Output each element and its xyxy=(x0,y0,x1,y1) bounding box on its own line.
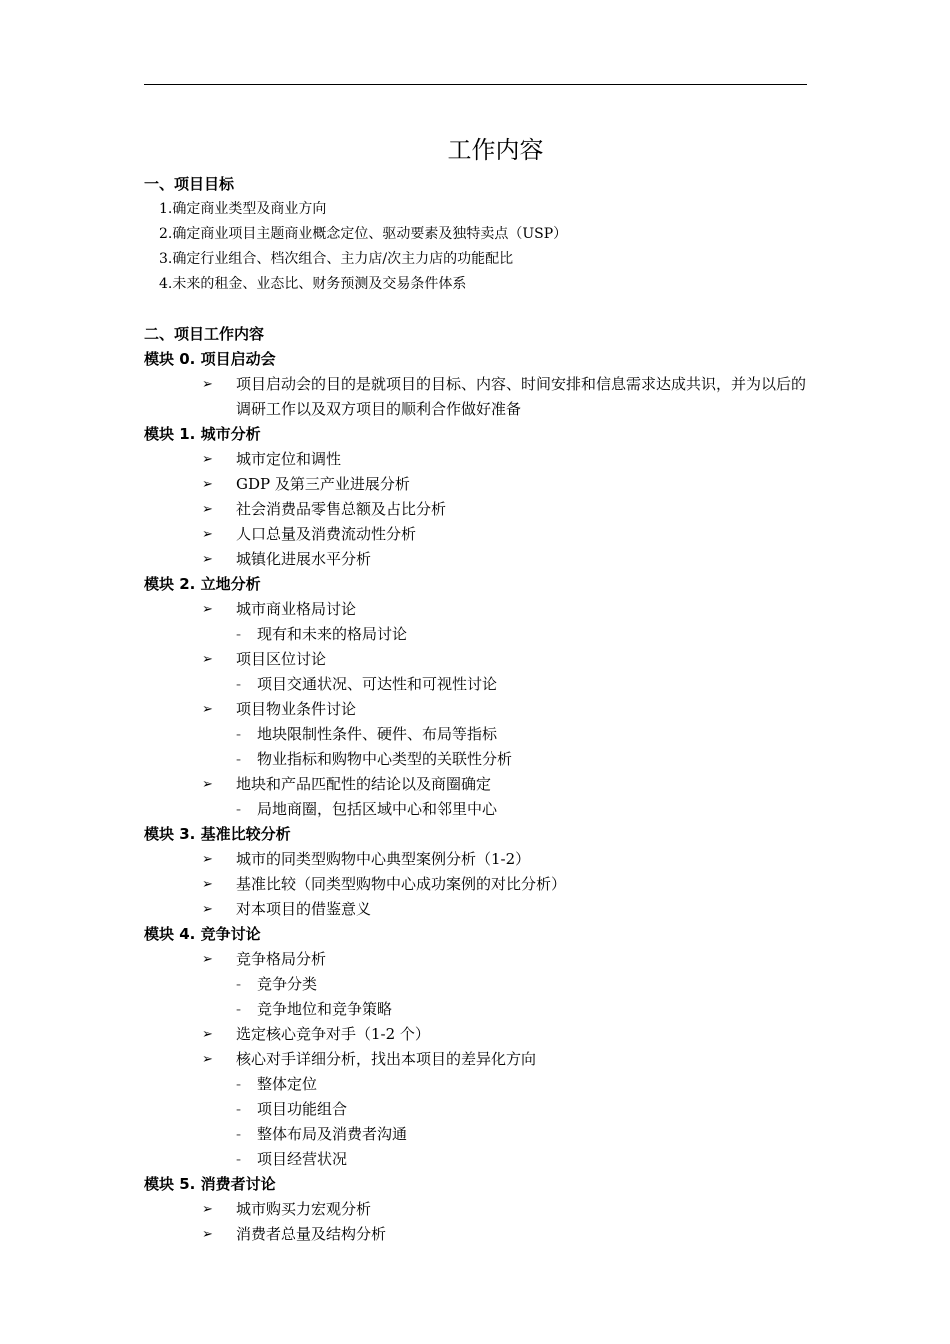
bullet-text: 人口总量及消费流动性分析 xyxy=(236,525,417,543)
dash-bullet-icon: - xyxy=(236,1000,242,1018)
bullet-text: 城市商业格局讨论 xyxy=(236,600,357,618)
sub-item xyxy=(144,1147,814,1172)
dash-bullet-icon: - xyxy=(236,725,242,743)
arrow-bullet-icon: ➢ xyxy=(202,552,213,567)
bullet-item xyxy=(144,897,814,922)
arrow-bullet-icon: ➢ xyxy=(202,602,213,617)
dash-bullet-icon: - xyxy=(236,1150,242,1168)
bullet-text: 城镇化进展水平分析 xyxy=(236,550,372,568)
bullet-item xyxy=(144,447,814,472)
bullet-text: 选定核心竞争对手（1-2 个） xyxy=(236,1025,430,1043)
header-rule xyxy=(144,84,807,85)
arrow-bullet-icon: ➢ xyxy=(202,702,213,717)
dash-bullet-icon: - xyxy=(236,800,242,818)
bullet-item xyxy=(144,1022,814,1047)
bullet-item xyxy=(144,472,814,497)
arrow-bullet-icon: ➢ xyxy=(202,877,213,892)
arrow-bullet-icon: ➢ xyxy=(202,527,213,542)
bullet-item xyxy=(144,1197,814,1222)
section-heading-work-content: 二、项目工作内容 xyxy=(144,325,265,343)
bullet-item xyxy=(144,1222,814,1247)
bullet-text: 项目物业条件讨论 xyxy=(236,700,357,718)
document-title: 工作内容 xyxy=(447,136,544,164)
dash-bullet-icon: - xyxy=(236,750,242,768)
dash-bullet-icon: - xyxy=(236,675,242,693)
module-title: 模块 5. 消费者讨论 xyxy=(144,1175,276,1193)
module-list xyxy=(144,347,814,1247)
arrow-bullet-icon: ➢ xyxy=(202,1227,213,1242)
bullet-text: 竞争格局分析 xyxy=(236,950,327,968)
sub-item xyxy=(144,797,814,822)
sub-item-text: 地块限制性条件、硬件、布局等指标 xyxy=(257,725,498,743)
bullet-item xyxy=(144,697,814,722)
objective-item: 1.确定商业类型及商业方向 xyxy=(159,201,327,217)
bullet-text: 地块和产品匹配性的结论以及商圈确定 xyxy=(236,775,492,793)
bullet-item xyxy=(144,772,814,797)
sub-item xyxy=(144,672,814,697)
sub-item xyxy=(144,1122,814,1147)
bullet-item xyxy=(144,522,814,547)
bullet-item xyxy=(144,547,814,572)
bullet-item xyxy=(144,372,814,422)
sub-item-text: 项目交通状况、可达性和可视性讨论 xyxy=(257,675,498,693)
sub-item-text: 局地商圈，包括区域中心和邻里中心 xyxy=(257,800,498,818)
arrow-bullet-icon: ➢ xyxy=(202,852,213,867)
sub-item xyxy=(144,622,814,647)
sub-item-text: 项目经营状况 xyxy=(257,1150,348,1168)
sub-item xyxy=(144,1097,814,1122)
bullet-item xyxy=(144,847,814,872)
arrow-bullet-icon: ➢ xyxy=(202,777,213,792)
sub-item xyxy=(144,997,814,1022)
module-title: 模块 3. 基准比较分析 xyxy=(144,825,291,843)
module-title: 模块 4. 竞争讨论 xyxy=(144,925,261,943)
bullet-text: 消费者总量及结构分析 xyxy=(236,1225,387,1243)
arrow-bullet-icon: ➢ xyxy=(202,1027,213,1042)
spacer xyxy=(144,297,814,322)
bullet-item xyxy=(144,1047,814,1072)
module-title: 模块 2. 立地分析 xyxy=(144,575,261,593)
objective-item: 2.确定商业项目主题商业概念定位、驱动要素及独特卖点（USP） xyxy=(159,226,568,242)
sub-item-text: 竞争分类 xyxy=(257,975,318,993)
arrow-bullet-icon: ➢ xyxy=(202,1202,213,1217)
dash-bullet-icon: - xyxy=(236,1075,242,1093)
bullet-item xyxy=(144,872,814,897)
sub-item xyxy=(144,747,814,772)
bullet-item xyxy=(144,497,814,522)
sub-item xyxy=(144,722,814,747)
bullet-text: 对本项目的借鉴意义 xyxy=(236,900,372,918)
arrow-bullet-icon: ➢ xyxy=(202,652,213,667)
bullet-text: 城市购买力宏观分析 xyxy=(236,1200,372,1218)
module-title: 模块 1. 城市分析 xyxy=(144,425,261,443)
arrow-bullet-icon: ➢ xyxy=(202,377,213,392)
dash-bullet-icon: - xyxy=(236,975,242,993)
bullet-text: 核心对手详细分析，找出本项目的差异化方向 xyxy=(236,1050,537,1068)
sub-item-text: 项目功能组合 xyxy=(257,1100,348,1118)
sub-item-text: 现有和未来的格局讨论 xyxy=(257,625,408,643)
sub-item-text: 整体布局及消费者沟通 xyxy=(257,1125,408,1143)
arrow-bullet-icon: ➢ xyxy=(202,502,213,517)
bullet-item xyxy=(144,947,814,972)
arrow-bullet-icon: ➢ xyxy=(202,452,213,467)
dash-bullet-icon: - xyxy=(236,625,242,643)
bullet-text: 城市的同类型购物中心典型案例分析（1-2） xyxy=(236,850,531,868)
bullet-text: 项目启动会的目的是就项目的目标、内容、时间安排和信息需求达成共识，并为以后的调研工作以及双方项目的顺利合作做好准备 xyxy=(236,375,807,418)
sub-item-text: 物业指标和购物中心类型的关联性分析 xyxy=(257,750,513,768)
objective-item: 3.确定行业组合、档次组合、主力店/次主力店的功能配比 xyxy=(159,251,514,267)
arrow-bullet-icon: ➢ xyxy=(202,1052,213,1067)
sub-item-text: 整体定位 xyxy=(257,1075,318,1093)
sub-item xyxy=(144,1072,814,1097)
arrow-bullet-icon: ➢ xyxy=(202,902,213,917)
bullet-text: 项目区位讨论 xyxy=(236,650,327,668)
sub-item-text: 竞争地位和竞争策略 xyxy=(257,1000,393,1018)
bullet-item xyxy=(144,597,814,622)
bullet-text: 基准比较（同类型购物中心成功案例的对比分析） xyxy=(236,875,567,893)
section-heading-objectives: 一、项目目标 xyxy=(144,175,235,193)
objective-item: 4.未来的租金、业态比、财务预测及交易条件体系 xyxy=(159,276,467,292)
dash-bullet-icon: - xyxy=(236,1125,242,1143)
dash-bullet-icon: - xyxy=(236,1100,242,1118)
document-body xyxy=(144,172,814,1247)
bullet-text: 社会消费品零售总额及占比分析 xyxy=(236,500,447,518)
module-title: 模块 0. 项目启动会 xyxy=(144,350,276,368)
bullet-text: GDP 及第三产业进展分析 xyxy=(236,475,410,493)
bullet-text: 城市定位和调性 xyxy=(236,450,342,468)
arrow-bullet-icon: ➢ xyxy=(202,952,213,967)
sub-item xyxy=(144,972,814,997)
bullet-item xyxy=(144,647,814,672)
arrow-bullet-icon: ➢ xyxy=(202,477,213,492)
